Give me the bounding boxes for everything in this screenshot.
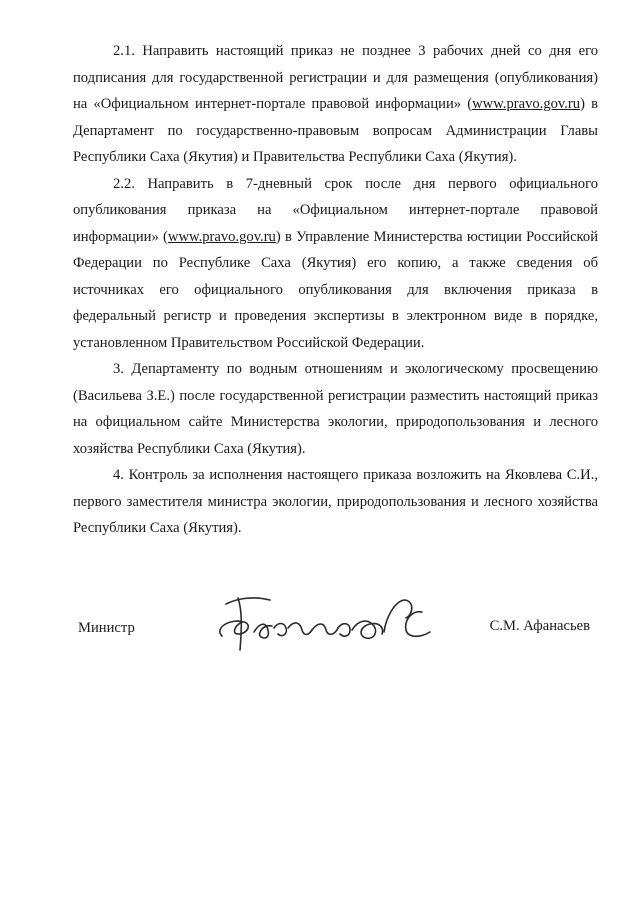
paragraph-2-2	[73, 171, 598, 357]
signatory-title: Министр	[78, 620, 135, 636]
paragraph-2-2-text-start: 2.2. Направить в 7-дневный срок после дня первого официального опубликования приказа на «Официальном интернет-портале правовой информации» (	[73, 175, 598, 245]
paragraph-4: 4. Контроль за исполнения настоящего приказа возложить на Яковлева С.И., первого заместителя министра экологии, природопользования и лесного хозяйства Республики Саха (Якутия).	[73, 467, 598, 536]
pravo-link[interactable]: www.pravo.gov.ru	[167, 228, 276, 245]
document-body	[73, 38, 598, 542]
paragraph-3: 3. Департаменту по водным отношениям и экологическому просвещению (Васильева З.Е.) после государственной регистрации разместить настоящий приказ на официальном сайте Министерства экологии, природопользования и лесного хозяйства Республики Саха (Якутия).	[73, 361, 598, 457]
paragraph-2-1	[73, 38, 598, 171]
signatory-name: С.М. Афанасьев	[489, 618, 590, 634]
paragraph-2-1-text-start: 2.1. Направить настоящий приказ не позднее 3 рабочих дней со дня его подписания для государственной регистрации и для размещения (опубликования) на «Официальном интернет-портале правовой информации» (	[73, 43, 598, 112]
pravo-link[interactable]: www.pravo.gov.ru	[472, 96, 581, 112]
paragraph-2-1-text-end: ) в Департамент по государственно-правовым вопросам Администрации Главы Республики Саха (Якутия) и Правительства Республики Саха (Якутия).	[73, 96, 598, 165]
handwritten-signature	[208, 588, 458, 658]
signature-block	[78, 600, 598, 660]
paragraph-2-2-text-end: ) в Управление Министерства юстиции Российской Федерации по Республике Саха (Якутия) его копию, а также сведения об источниках его официального опубликования для включения приказа в федеральный регистр и проведения экспертизы в электронном виде в порядке, установленном Правительством Российской Федерации.	[73, 228, 599, 351]
